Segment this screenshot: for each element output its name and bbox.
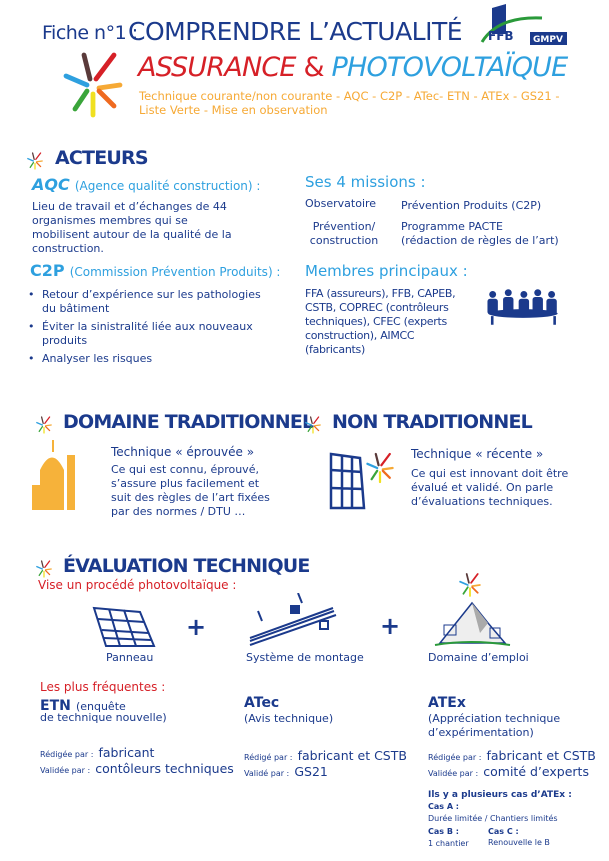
mission-item: Prévention/ construction (309, 220, 379, 247)
bullet-item: • Analyser les risques (26, 352, 266, 366)
etn-full: de technique nouvelle) (40, 711, 167, 724)
star-icon (24, 150, 46, 172)
section-title-non-traditionnel: NON TRADITIONNEL (332, 411, 532, 433)
membres-title: Membres principaux : (305, 262, 468, 280)
mission-item: Prévention Produits (C2P) (401, 199, 542, 212)
section-title-traditionnel: DOMAINE TRADITIONNEL (63, 411, 314, 433)
etn-redige: Rédigée par : fabricant (40, 745, 155, 760)
section-title-evaluation: ÉVALUATION TECHNIQUE (63, 555, 310, 577)
solar-panel-sun-icon (328, 448, 403, 510)
traditionnel-text: Ce qui est connu, éprouvé, s’assure plus facilement et suit des règles de l’art fixées par des normes / DTU … (111, 463, 270, 518)
panel-icon (92, 606, 157, 648)
svg-text:GMPV: GMPV (533, 35, 563, 45)
etn-heading: ETN (enquête (40, 698, 126, 714)
star-icon (33, 558, 55, 580)
cas-a-text: Durée limitée / Chantiers limités (428, 814, 558, 823)
bullet-item: • Retour d’expérience sur les pathologies du bâtiment (26, 288, 266, 316)
atec-valide: Validé par : GS21 (244, 764, 328, 779)
item-label-montage: Système de montage (246, 651, 364, 664)
membres-text: FFA (assureurs), FFB, CAPEB, CSTB, COPREC (contrôleurs techniques), CFEC (experts construction), AIMCC (fabricants) (305, 287, 456, 356)
aqc-description: Lieu de travail et d’échanges de 44 organismes membres qui se mobilisent autour de la qualité de la construction. (32, 200, 232, 255)
section-title-acteurs: ACTEURS (55, 147, 148, 169)
etn-valide: Validée par : contôleurs techniques (40, 761, 234, 776)
meeting-people-icon (484, 287, 562, 327)
star-icon (33, 414, 55, 436)
mission-item: Observatoire (305, 197, 377, 210)
fiche-number: Fiche n°1 : (42, 22, 138, 44)
star-icon (302, 414, 324, 436)
atec-redige: Rédigé par : fabricant et CSTB (244, 748, 407, 763)
missions-title: Ses 4 missions : (305, 173, 426, 191)
evaluation-intro: Vise un procédé photovoltaïque : (38, 578, 237, 592)
mission-item: Programme PACTE (rédaction de règles de l’art) (401, 220, 559, 247)
cas-c-label: Cas C : (488, 827, 519, 836)
page-title: COMPRENDRE L’ACTUALITÉ (128, 17, 463, 46)
aqc-heading: AQC (Agence qualité construction) : (32, 175, 261, 194)
c2p-heading: C2P (Commission Prévention Produits) : (30, 261, 281, 280)
plus-sign: + (380, 612, 401, 640)
atex-cas-title: Ils y a plusieurs cas d’ATEx : (428, 790, 572, 800)
headline: ASSURANCE & PHOTOVOLTAÏQUE (138, 52, 568, 83)
sun-logo-icon (58, 52, 128, 118)
non-traditionnel-text: Ce qui est innovant doit être évalué et validé. On parle d’évaluations techniques. (411, 467, 569, 508)
atec-heading: ATec (244, 695, 280, 711)
environment-mountain-icon (430, 573, 515, 648)
cas-c-text: Renouvelle le B (488, 838, 550, 847)
cas-b-label: Cas B : (428, 827, 459, 836)
atex-heading: ATEx (428, 695, 466, 711)
keywords: Technique courante/non courante - AQC - C2P - ATec- ETN - ATEx - GS21 - Liste Verte - Mise en observation (139, 89, 560, 117)
atec-full: (Avis technique) (244, 712, 334, 725)
ffb-gmpv-logo (478, 4, 568, 46)
bullet-item: • Éviter la sinistralité liée aux nouveaux produits (26, 320, 266, 348)
cas-a-label: Cas A : (428, 802, 459, 811)
traditionnel-subtitle: Technique « éprouvée » (111, 445, 255, 459)
c2p-bullets (26, 288, 266, 370)
cathedral-icon (32, 440, 82, 510)
frequentes-label: Les plus fréquentes : (40, 680, 166, 694)
non-traditionnel-subtitle: Technique « récente » (411, 447, 544, 461)
cas-b-text: 1 chantier (428, 839, 469, 848)
atex-valide: Validée par : comité d’experts (428, 764, 589, 779)
item-label-panneau: Panneau (106, 651, 154, 664)
mounting-system-icon (248, 593, 343, 648)
atex-full: (Appréciation technique d’expérimentation) (428, 712, 561, 739)
atex-redige: Rédigée par : fabricant et CSTB (428, 748, 596, 763)
plus-sign: + (186, 613, 207, 641)
item-label-domaine: Domaine d’emploi (428, 651, 529, 664)
svg-text:FFB: FFB (488, 29, 514, 43)
